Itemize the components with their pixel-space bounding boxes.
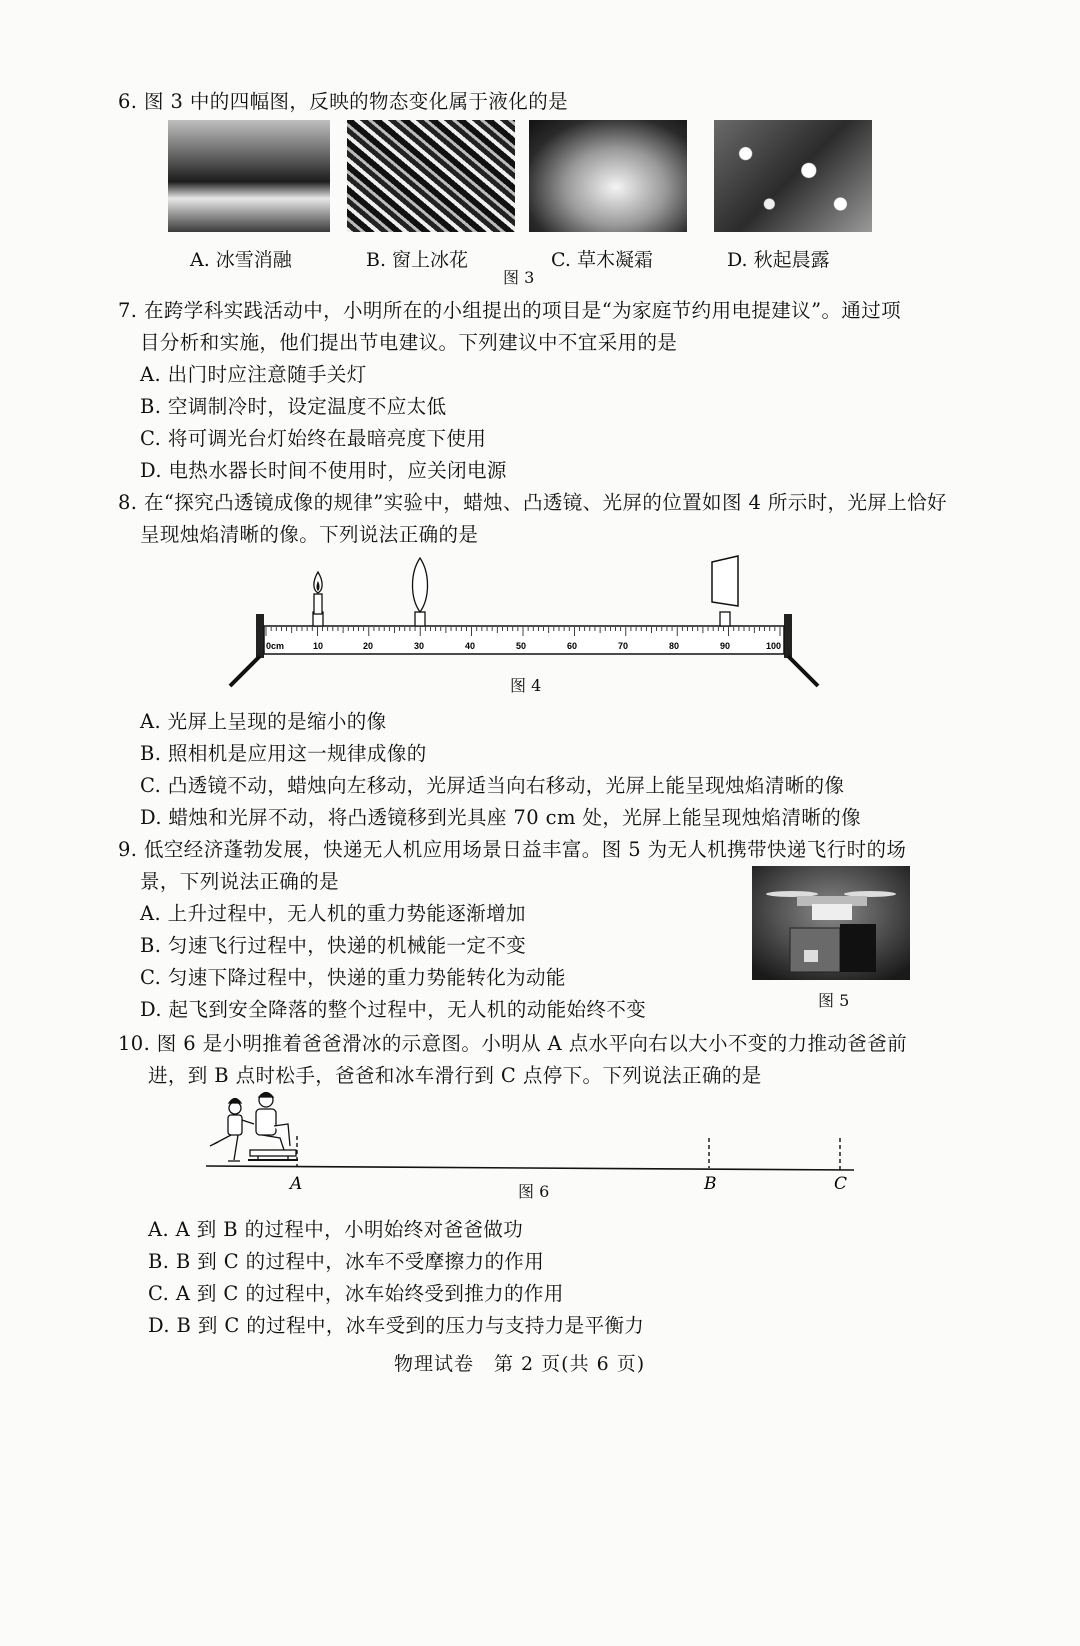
q10-stem-line1: 10. 图 6 是小明推着爸爸滑冰的示意图。小明从 A 点水平向右以大小不变的力推动爸爸前: [118, 1032, 907, 1055]
q8-stem-line1: 8. 在“探究凸透镜成像的规律”实验中，蜡烛、凸透镜、光屏的位置如图 4 所示时，光屏上恰好: [118, 491, 947, 514]
q7-stem-line1: 7. 在跨学科实践活动中，小明所在的小组提出的项目是“为家庭节约用电提建议”。通过项: [118, 299, 902, 322]
convex-lens: [413, 558, 428, 626]
light-screen: [712, 556, 738, 626]
figure-5-label: 图 5: [818, 991, 850, 1010]
q8-option-b: B. 照相机是应用这一规律成像的: [140, 742, 427, 765]
q9-option-a: A. 上升过程中，无人机的重力势能逐渐增加: [140, 902, 526, 925]
morning-dew-photo: [714, 120, 872, 232]
q6-option-d: D. 秋起晨露: [727, 249, 830, 271]
figure-3-label: 图 3: [503, 268, 535, 287]
point-a-label: A: [290, 1174, 303, 1194]
page-footer: 物理试卷 第 2 页(共 6 页): [394, 1353, 646, 1375]
ice-melting-photo: [168, 120, 330, 232]
child-skater: [210, 1099, 254, 1162]
q10-option-a: A. A 到 B 的过程中，小明始终对爸爸做功: [148, 1218, 524, 1241]
bench-left-leg: [230, 656, 260, 686]
q7-option-c: C. 将可调光台灯始终在最暗亮度下使用: [140, 427, 487, 450]
father-on-sled: [248, 1093, 298, 1161]
q7-option-b: B. 空调制冷时，设定温度不应太低: [140, 395, 447, 418]
ruler-label-10: 10: [313, 641, 324, 651]
q10-option-b: B. B 到 C 的过程中，冰车不受摩擦力的作用: [148, 1250, 545, 1273]
q6-stem: 6. 图 3 中的四幅图，反映的物态变化属于液化的是: [118, 90, 569, 113]
ruler-label-20: 20: [363, 641, 374, 651]
ruler-label-80: 80: [669, 641, 680, 651]
q10-option-d: D. B 到 C 的过程中，冰车受到的压力与支持力是平衡力: [148, 1314, 645, 1337]
ruler-label-70: 70: [618, 641, 629, 651]
q9-option-b: B. 匀速飞行过程中，快递的机械能一定不变: [140, 934, 527, 957]
q6-option-b: B. 窗上冰花: [366, 249, 469, 271]
frost-leaf-photo: [529, 120, 687, 232]
q6-option-a: A. 冰雪消融: [190, 249, 292, 271]
ruler-label-0: 0cm: [266, 641, 285, 651]
q8-stem-line2: 呈现烛焰清晰的像。下列说法正确的是: [140, 523, 479, 546]
bench-right-post: [784, 614, 792, 658]
figure-6-label: 图 6: [518, 1182, 550, 1201]
q7-stem-line2: 目分析和实施，他们提出节电建议。下列建议中不宜采用的是: [140, 331, 678, 354]
q7-option-d: D. 电热水器长时间不使用时，应关闭电源: [140, 459, 507, 482]
q9-stem-line2: 景，下列说法正确的是: [140, 870, 340, 893]
q10-stem-line2: 进，到 B 点时松手，爸爸和冰车滑行到 C 点停下。下列说法正确的是: [148, 1064, 762, 1087]
point-c-label: C: [834, 1174, 848, 1194]
q10-option-c: C. A 到 C 的过程中，冰车始终受到推力的作用: [148, 1282, 564, 1305]
q6-option-c: C. 草木凝霜: [551, 249, 653, 271]
ruler-label-50: 50: [516, 641, 527, 651]
optical-bench-figure: [220, 548, 830, 693]
ruler-label-100: 100: [766, 641, 782, 651]
q9-option-c: C. 匀速下降过程中，快递的重力势能转化为动能: [140, 966, 566, 989]
candle: [313, 572, 323, 626]
q9-option-d: D. 起飞到安全降落的整个过程中，无人机的动能始终不变: [140, 998, 647, 1021]
ruler-label-60: 60: [567, 641, 578, 651]
ruler-label-90: 90: [720, 641, 731, 651]
delivery-drone-photo: [752, 866, 910, 980]
ruler-label-40: 40: [465, 641, 476, 651]
q9-stem-line1: 9. 低空经济蓬勃发展，快递无人机应用场景日益丰富。图 5 为无人机携带快递飞行时的场: [118, 838, 907, 861]
ice-ground-line: [206, 1166, 854, 1170]
window-frost-photo: [347, 120, 515, 232]
bench-right-leg: [788, 656, 818, 686]
q7-option-a: A. 出门时应注意随手关灯: [140, 363, 367, 386]
figure-4-label: 图 4: [510, 676, 542, 695]
q8-option-a: A. 光屏上呈现的是缩小的像: [140, 710, 387, 733]
ruler-label-30: 30: [414, 641, 425, 651]
q8-option-c: C. 凸透镜不动，蜡烛向左移动，光屏适当向右移动，光屏上能呈现烛焰清晰的像: [140, 774, 845, 797]
point-b-label: B: [704, 1174, 717, 1194]
q8-option-d: D. 蜡烛和光屏不动，将凸透镜移到光具座 70 cm 处，光屏上能呈现烛焰清晰的像: [140, 806, 862, 829]
bench-left-post: [256, 614, 264, 658]
